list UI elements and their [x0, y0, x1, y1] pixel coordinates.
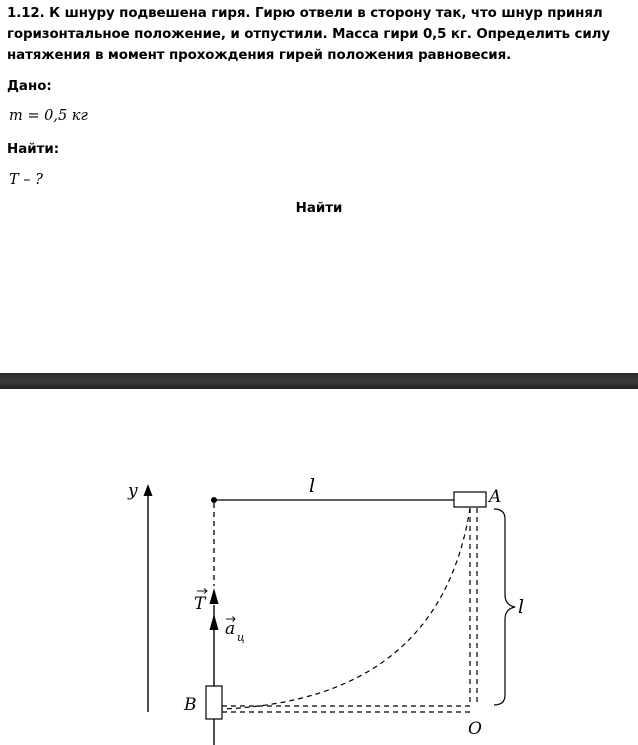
find-header: Найти: [7, 142, 60, 157]
find-formula: T – ? [9, 172, 43, 188]
tension-arrowhead [210, 588, 219, 604]
given-formula: m = 0,5 кг [9, 108, 88, 124]
acceleration-label: a [225, 619, 236, 639]
solution-title: Найти [295, 201, 343, 216]
length-label-right: l [518, 596, 525, 618]
y-axis-arrowhead [144, 484, 153, 496]
length-brace [494, 509, 515, 705]
weight-at-a [454, 492, 486, 507]
point-o-label: O [468, 719, 482, 739]
acceleration-subscript: ц [237, 631, 245, 644]
trajectory-arc [222, 508, 470, 709]
y-axis-label: y [128, 481, 138, 501]
given-header: Дано: [7, 79, 52, 94]
point-a-label: A [489, 487, 502, 507]
acceleration-arrowhead [210, 614, 219, 630]
point-b-label: B [184, 695, 197, 715]
length-label-top: l [309, 475, 316, 497]
tension-label: T [194, 594, 206, 614]
weight-at-b [206, 686, 222, 719]
problem-statement: 1.12. К шнуру подвешена гиря. Гирю отвели в сторону так, что шнур принял горизонтальное положение, и отпустили. Масса гири 0,5 кг. Определить силу натяжения в момент прохождения гирей положения равновесия. [7, 6, 610, 63]
